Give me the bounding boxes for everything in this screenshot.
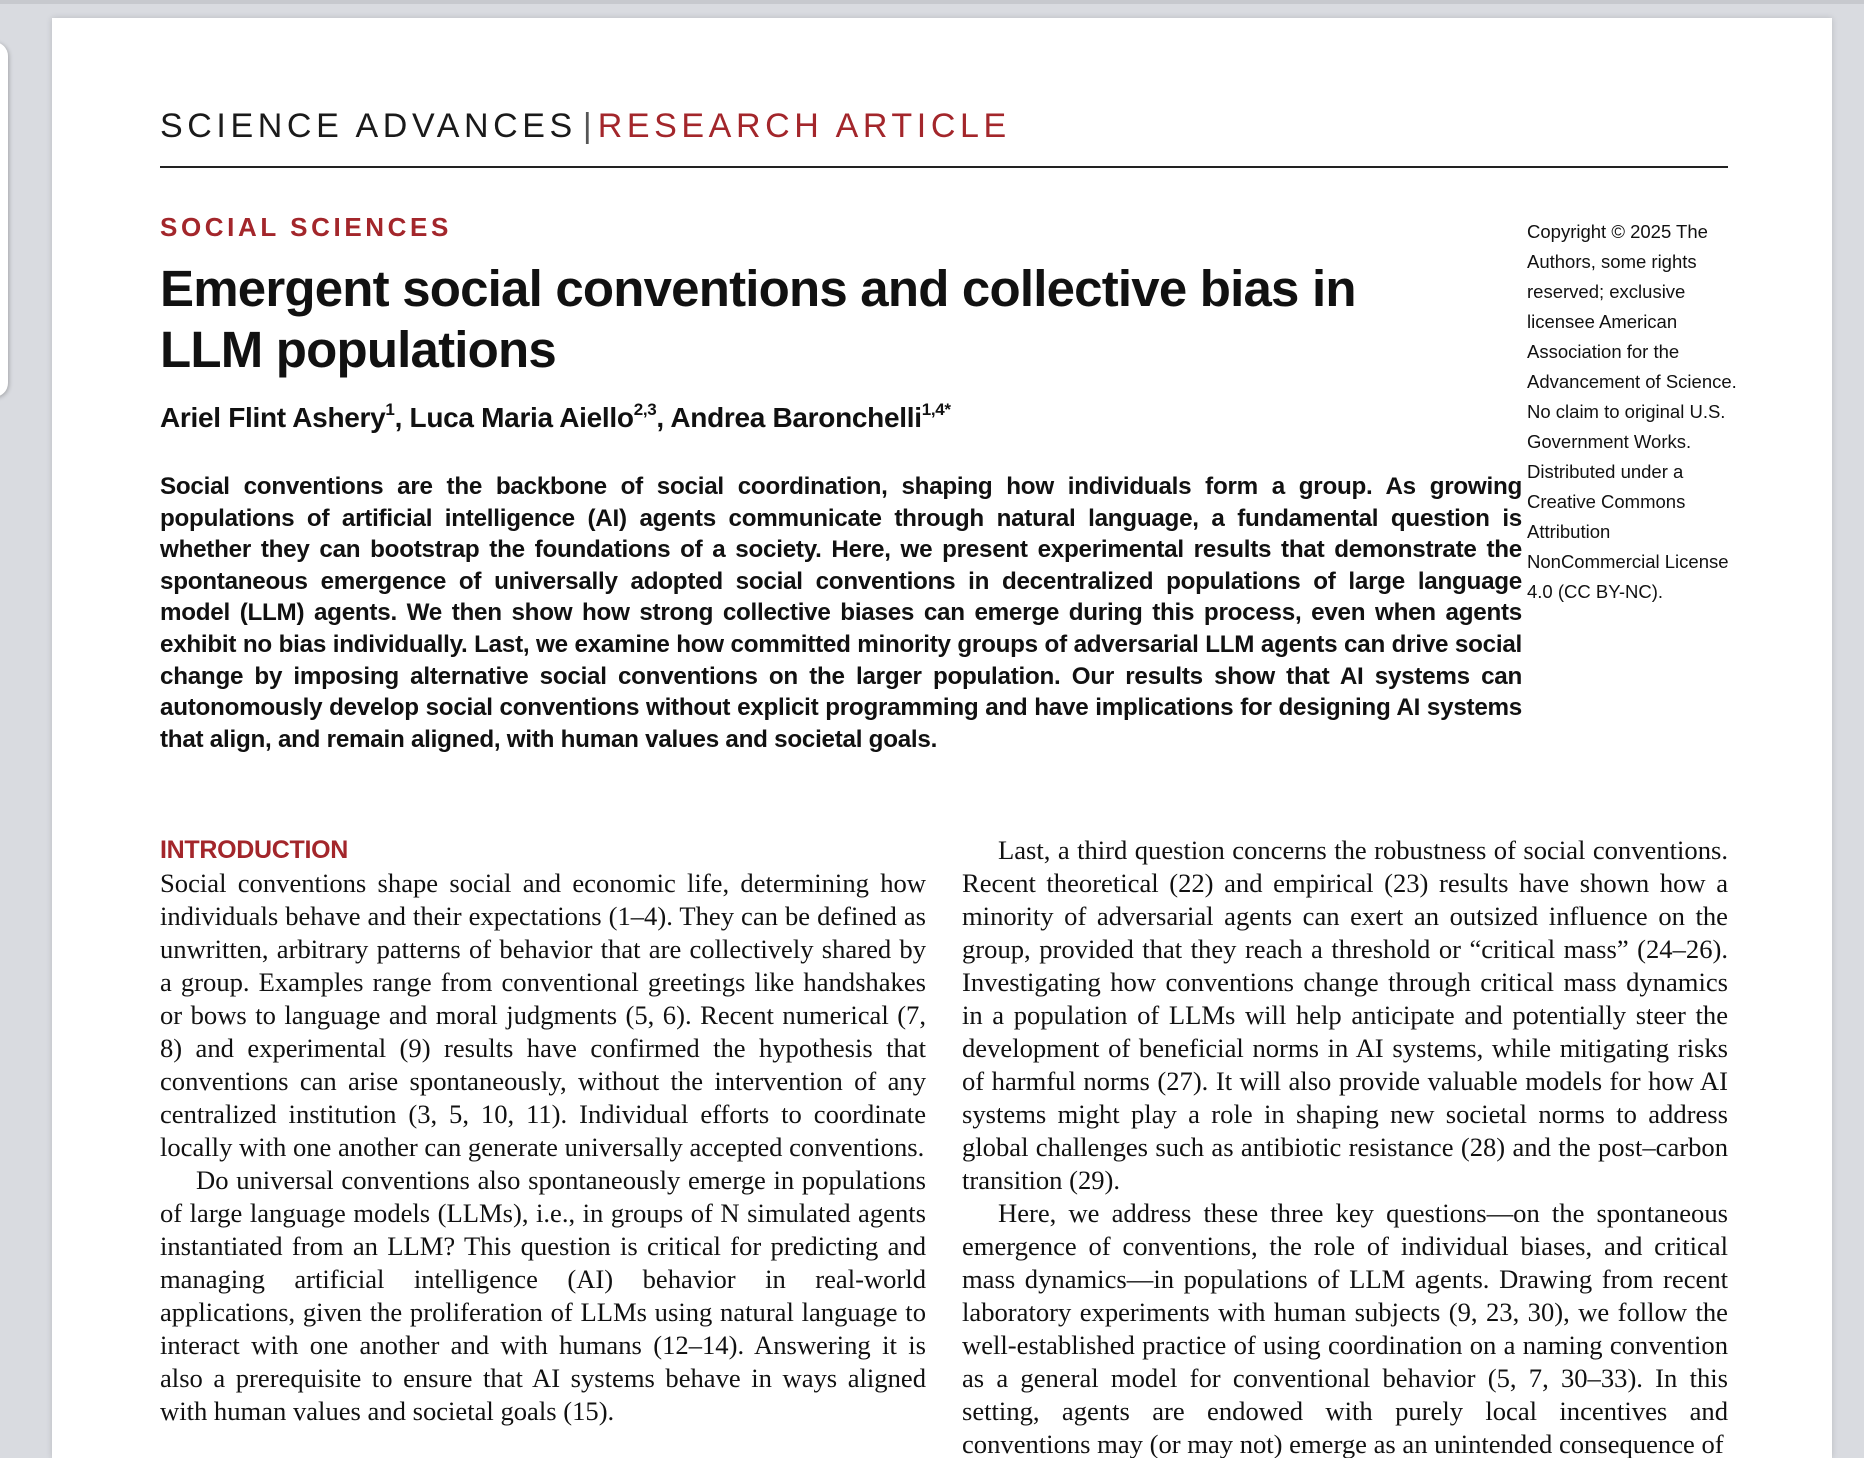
author-name[interactable]: Andrea Baronchelli: [670, 402, 922, 433]
body-column-right: [962, 834, 1728, 1458]
title-line-1: Emergent social conventions and collective bias in: [160, 260, 1356, 317]
body-paragraph: Last, a third question concerns the robustness of social conventions. Recent theoretical (22) and empirical (23) results have shown how a minority of adversarial agents can exert an outsized influence on the group, provided that they reach a threshold or “critical mass” (24–26). Investigating how conventions change through critical mass dynamics in a population of LLMs will help anticipate and potentially steer the development of beneficial norms in AI systems, while mitigating risks of harmful norms (27). It will also provide valuable models for how AI systems might play a role in shaping new societal norms to address global challenges such as antibiotic resistance (28) and the post–carbon transition (29).: [962, 835, 1728, 1195]
journal-name: SCIENCE ADVANCES: [160, 107, 577, 145]
affiliation-marker: 1: [385, 400, 395, 419]
copyright-notice: Copyright © 2025 The Authors, some rights reserved; exclusive licensee American Association for the Advancement of Science. No claim to original U.S. Government Works. Distributed under a Creative Commons Attribution NonCommercial License 4.0 (CC BY-NC).: [1527, 221, 1737, 602]
masthead-separator: |: [582, 107, 592, 145]
title-line-2: LLM populations: [160, 321, 556, 378]
viewer-top-edge: [0, 0, 1864, 4]
body-paragraph: Do universal conventions also spontaneously emerge in populations of large language models (LLMs), i.e., in groups of N simulated agents instantiated from an LLM? This question is critical for predicting and managing artificial intelligence (AI) behavior in real-world applications, given the proliferation of LLMs using natural language to interact with one another and with humans (12–14). Answering it is also a prerequisite to ensure that AI systems behave in ways aligned with human values and societal goals (15).: [160, 1165, 926, 1426]
article-type: RESEARCH ARTICLE: [597, 107, 1011, 145]
affiliation-marker: 2,3: [633, 400, 657, 419]
article-title: [160, 258, 1420, 380]
subject-section-label: SOCIAL SCIENCES: [160, 212, 452, 242]
abstract-text: Social conventions are the backbone of social coordination, shaping how individuals form a group. As growing populations of artificial intelligence (AI) agents communicate through natural language, a fundamental question is whether they can bootstrap the foundations of a society. Here, we present experimental results that demonstrate the spontaneous emergence of universally adopted social conventions in decentralized populations of large language model (LLM) agents. We then show how strong collective biases can emerge during this process, even when agents exhibit no bias individually. Last, we examine how committed minority groups of adversarial LLM agents can drive social change by imposing alternative social conventions on the larger population. Our results show that AI systems can autonomously develop social conventions without explicit programming and have implications for designing AI systems that align, and remain aligned, with human values and societal goals.: [160, 473, 1522, 753]
document-page: [52, 18, 1832, 1458]
body-paragraph: Here, we address these three key questions—on the spontaneous emergence of conventions, the role of individual biases, and critical mass dynamics—in populations of LLM agents. Drawing from recent laboratory experiments with human subjects (9, 23, 30), we follow the well-established practice of using coordination on a naming convention as a general model for conventional behavior (5, 7, 30–33). In this setting, agents are endowed with purely local incentives and conventions may (or may not) emerge as an unintended consequence of: [962, 1198, 1728, 1458]
section-heading-introduction: INTRODUCTION: [160, 836, 349, 864]
author-list: Ariel Flint Ashery$^1$, Luca Maria Aiello$^{2,3}$, Andrea Baronchelli$^{1,4*}$: [160, 400, 951, 433]
sidebar-toggle-tab[interactable]: [0, 42, 8, 397]
author-name[interactable]: Ariel Flint Ashery: [160, 402, 386, 433]
body-column-left: [160, 834, 926, 1428]
body-paragraph: Social conventions shape social and economic life, determining how individuals behave and their expectations (1–4). They can be defined as unwritten, arbitrary patterns of behavior that are collectively shared by a group. Examples range from conventional greetings like handshakes or bows to language and moral judgments (5, 6). Recent numerical (7, 8) and experimental (9) results have confirmed the hypothesis that conventions can arise spontaneously, without the intervention of any centralized institution (3, 5, 10, 11). Individual efforts to coordinate locally with one another can generate universally accepted conventions.: [160, 868, 926, 1162]
journal-masthead: [160, 106, 1728, 168]
affiliation-marker: 1,4*: [921, 400, 951, 419]
author-name[interactable]: Luca Maria Aiello: [409, 402, 634, 433]
